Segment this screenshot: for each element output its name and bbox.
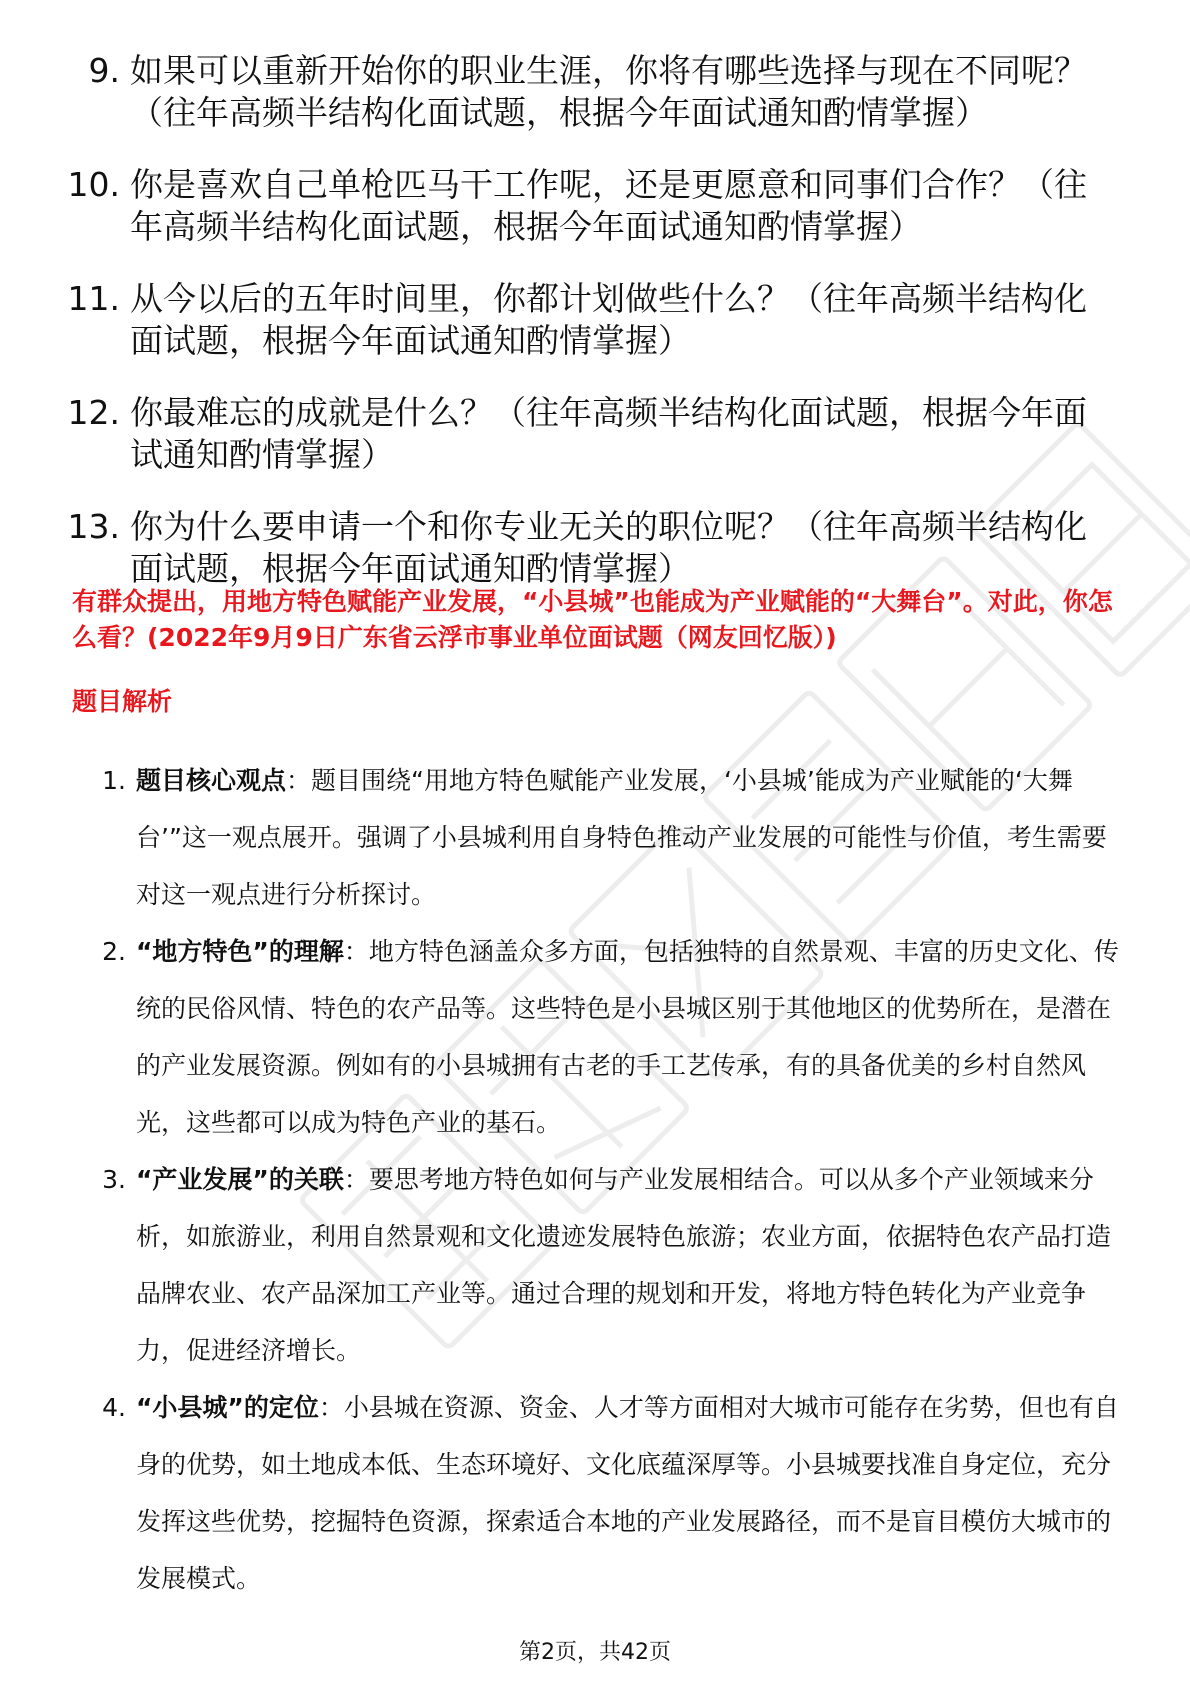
question-list [58, 50, 1118, 620]
item-number: 9. [88, 51, 120, 90]
item-number: 3. [102, 1165, 126, 1194]
list-item [58, 506, 1118, 590]
item-number: 13. [67, 507, 120, 546]
item-separator: ： [343, 937, 369, 966]
item-text: 小县城在资源、资金、人才等方面相对大城市可能存在劣势，但也有自身的优势，如土地成本低、生态环境好、文化底蕴深厚等。小县城要找准自身定位，充分发挥这些优势，挖掘特色资源，探索适合本地的产业发展路径，而不是盲目模仿大城市的发展模式。 [136, 1393, 1119, 1593]
list-item [58, 392, 1118, 476]
list-item [80, 1379, 1125, 1607]
list-item [80, 1151, 1125, 1379]
item-number: 10. [67, 165, 120, 204]
item-text: 你最难忘的成就是什么？（往年高频半结构化面试题，根据今年面试通知酌情掌握） [130, 393, 1087, 474]
item-body [136, 752, 1125, 923]
list-item [80, 752, 1125, 923]
item-body [136, 1151, 1125, 1379]
item-body [136, 1379, 1125, 1607]
item-text: 要思考地方特色如何与产业发展相结合。可以从多个产业领域来分析，如旅游业，利用自然景观和文化遗迹发展特色旅游；农业方面，依据特色农产品打造品牌农业、农产品深加工产业等。通过合理的规划和开发，将地方特色转化为产业竞争力，促进经济增长。 [136, 1165, 1112, 1365]
list-item [58, 164, 1118, 248]
question-heading: 有群众提出，用地方特色赋能产业发展，“小县城”也能成为产业赋能的“大舞台”。对此，你怎么看？(2022年9月9日广东省云浮市事业单位面试题（网友回忆版）) [72, 587, 1113, 652]
item-number: 11. [67, 279, 120, 318]
item-text: 题目围绕“用地方特色赋能产业发展，‘小县城’能成为产业赋能的‘大舞台’”这一观点展开。强调了小县城利用自身特色推动产业发展的可能性与价值，考生需要对这一观点进行分析探讨。 [136, 766, 1107, 909]
item-separator: ： [318, 1393, 344, 1422]
item-number: 1. [102, 766, 126, 795]
item-text: 地方特色涵盖众多方面，包括独特的自然景观、丰富的历史文化、传统的民俗风情、特色的农产品等。这些特色是小县城区别于其他地区的优势所在，是潜在的产业发展资源。例如有的小县城拥有古老的手工艺传承，有的具备优美的乡村自然风光，这些都可以成为特色产业的基石。 [136, 937, 1119, 1137]
item-body [136, 923, 1125, 1151]
item-term: “小县城”的定位 [136, 1393, 319, 1422]
page-number: 第2页，共42页 [519, 1640, 671, 1665]
analysis-list [80, 752, 1125, 1607]
item-text: 你为什么要申请一个和你专业无关的职位呢？（往年高频半结构化面试题，根据今年面试通知酌情掌握） [130, 507, 1087, 588]
item-number: 4. [102, 1393, 126, 1422]
item-number: 2. [102, 937, 126, 966]
item-term: 题目核心观点 [136, 766, 287, 795]
item-number: 12. [67, 393, 120, 432]
item-text: 如果可以重新开始你的职业生涯，你将有哪些选择与现在不同呢？（往年高频半结构化面试题，根据今年面试通知酌情掌握） [130, 51, 1087, 132]
item-separator: ： [286, 766, 312, 795]
analysis-title: 题目解析 [72, 687, 173, 716]
item-text: 从今以后的五年时间里，你都计划做些什么？（往年高频半结构化面试题，根据今年面试通知酌情掌握） [130, 279, 1087, 360]
item-term: “产业发展”的关联 [136, 1165, 344, 1194]
item-text: 你是喜欢自己单枪匹马干工作呢，还是更愿意和同事们合作？（往年高频半结构化面试题，根据今年面试通知酌情掌握） [130, 165, 1087, 246]
list-item [58, 50, 1118, 134]
list-item [80, 923, 1125, 1151]
list-item [58, 278, 1118, 362]
item-term: “地方特色”的理解 [136, 937, 344, 966]
item-separator: ： [343, 1165, 369, 1194]
